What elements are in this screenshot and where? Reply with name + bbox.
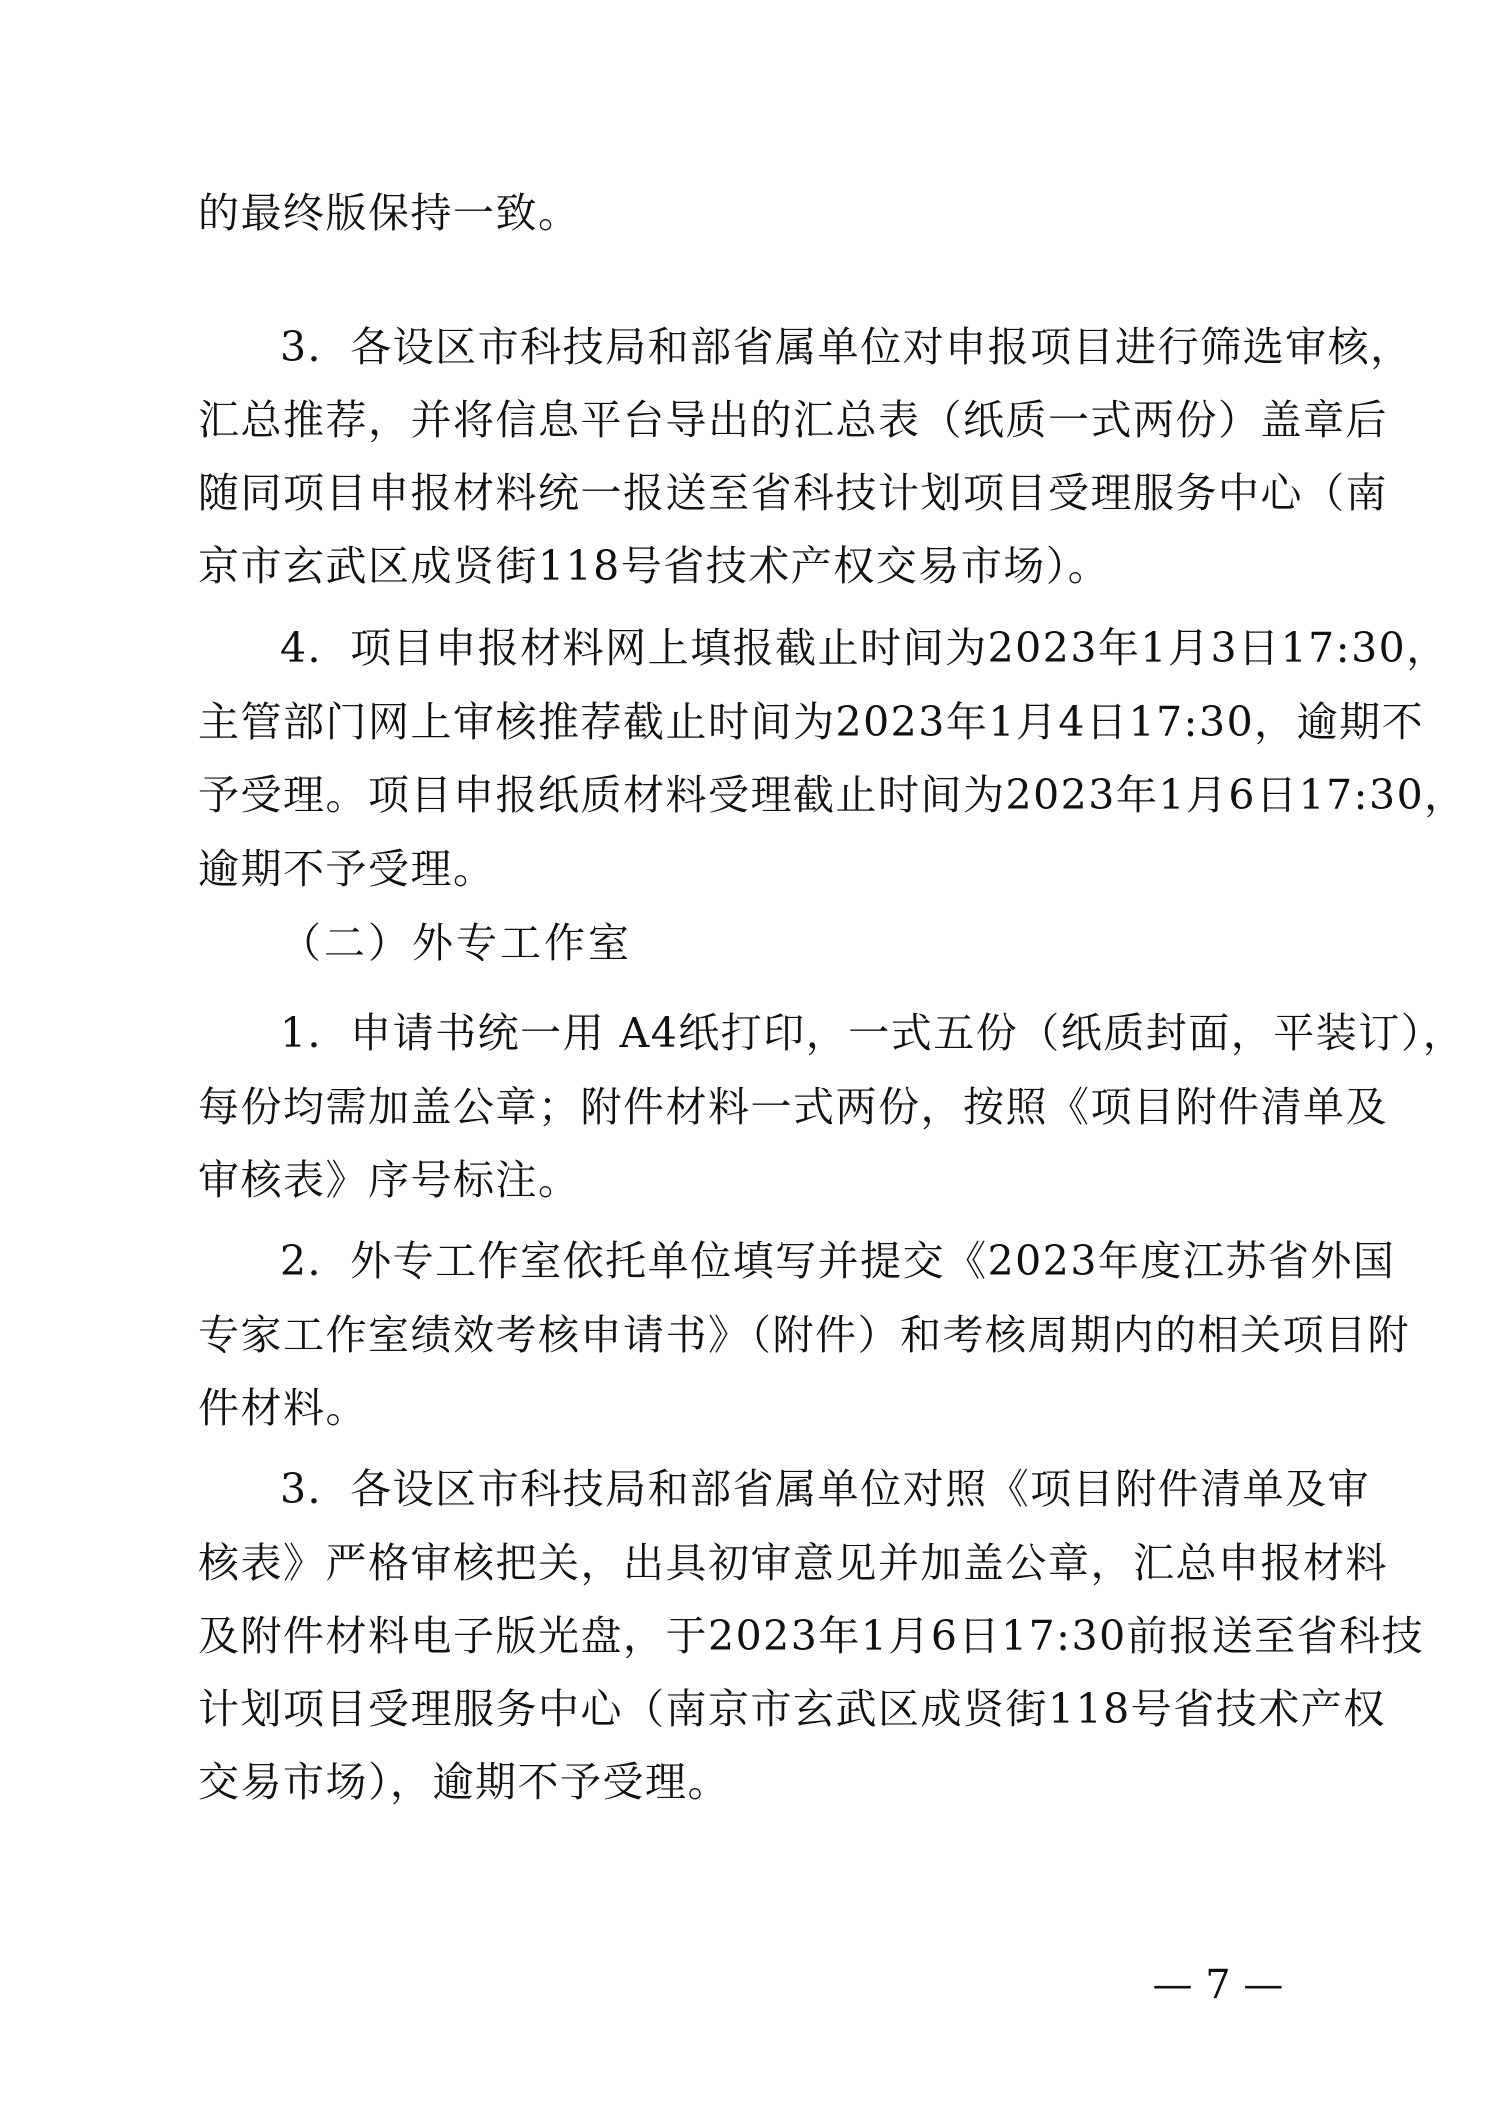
text-line: 3．各设区市科技局和部省属单位对照《项目附件清单及审 bbox=[280, 1465, 1371, 1513]
text-line: 的最终版保持一致。 bbox=[198, 189, 581, 237]
text-line: 每份均需加盖公章；附件材料一式两份，按照《项目附件清单及 bbox=[198, 1083, 1388, 1131]
page-number: — 7 — bbox=[1152, 1962, 1284, 2008]
text-line: 逾期不予受理。 bbox=[198, 845, 496, 893]
text-line: 核表》严格审核把关，出具初审意见并加盖公章，汇总申报材料 bbox=[198, 1539, 1388, 1587]
section-heading: （二）外专工作室 bbox=[280, 919, 632, 967]
text-line: 审核表》序号标注。 bbox=[198, 1156, 581, 1204]
text-line: 2．外专工作室依托单位填写并提交《2023年度江苏省外国 bbox=[280, 1237, 1396, 1285]
text-line: 随同项目申报材料统一报送至省科技计划项目受理服务中心（南 bbox=[198, 469, 1388, 517]
text-line: 1．申请书统一用 A4纸打印，一式五份（纸质封面，平装订）， bbox=[280, 1009, 1466, 1057]
text-line: 专家工作室绩效考核申请书》（附件）和考核周期内的相关项目附 bbox=[198, 1311, 1410, 1359]
text-line: 4．项目申报材料网上填报截止时间为2023年1月3日17:30， bbox=[280, 624, 1449, 672]
text-line: 件材料。 bbox=[198, 1384, 368, 1432]
text-line: 主管部门网上审核推荐截止时间为2023年1月4日17:30，逾期不 bbox=[198, 698, 1425, 746]
text-line: 及附件材料电子版光盘，于2023年1月6日17:30前报送至省科技 bbox=[198, 1612, 1425, 1660]
text-line: 京市玄武区成贤街118号省技术产权交易市场）。 bbox=[198, 542, 1111, 590]
text-line: 汇总推荐，并将信息平台导出的汇总表（纸质一式两份）盖章后 bbox=[198, 396, 1388, 444]
text-line: 计划项目受理服务中心（南京市玄武区成贤街118号省技术产权 bbox=[198, 1685, 1386, 1733]
text-line: 3．各设区市科技局和部省属单位对申报项目进行筛选审核， bbox=[280, 323, 1413, 371]
text-line: 予受理。项目申报纸质材料受理截止时间为2023年1月6日17:30， bbox=[198, 771, 1467, 819]
text-line: 交易市场），逾期不予受理。 bbox=[198, 1758, 730, 1806]
